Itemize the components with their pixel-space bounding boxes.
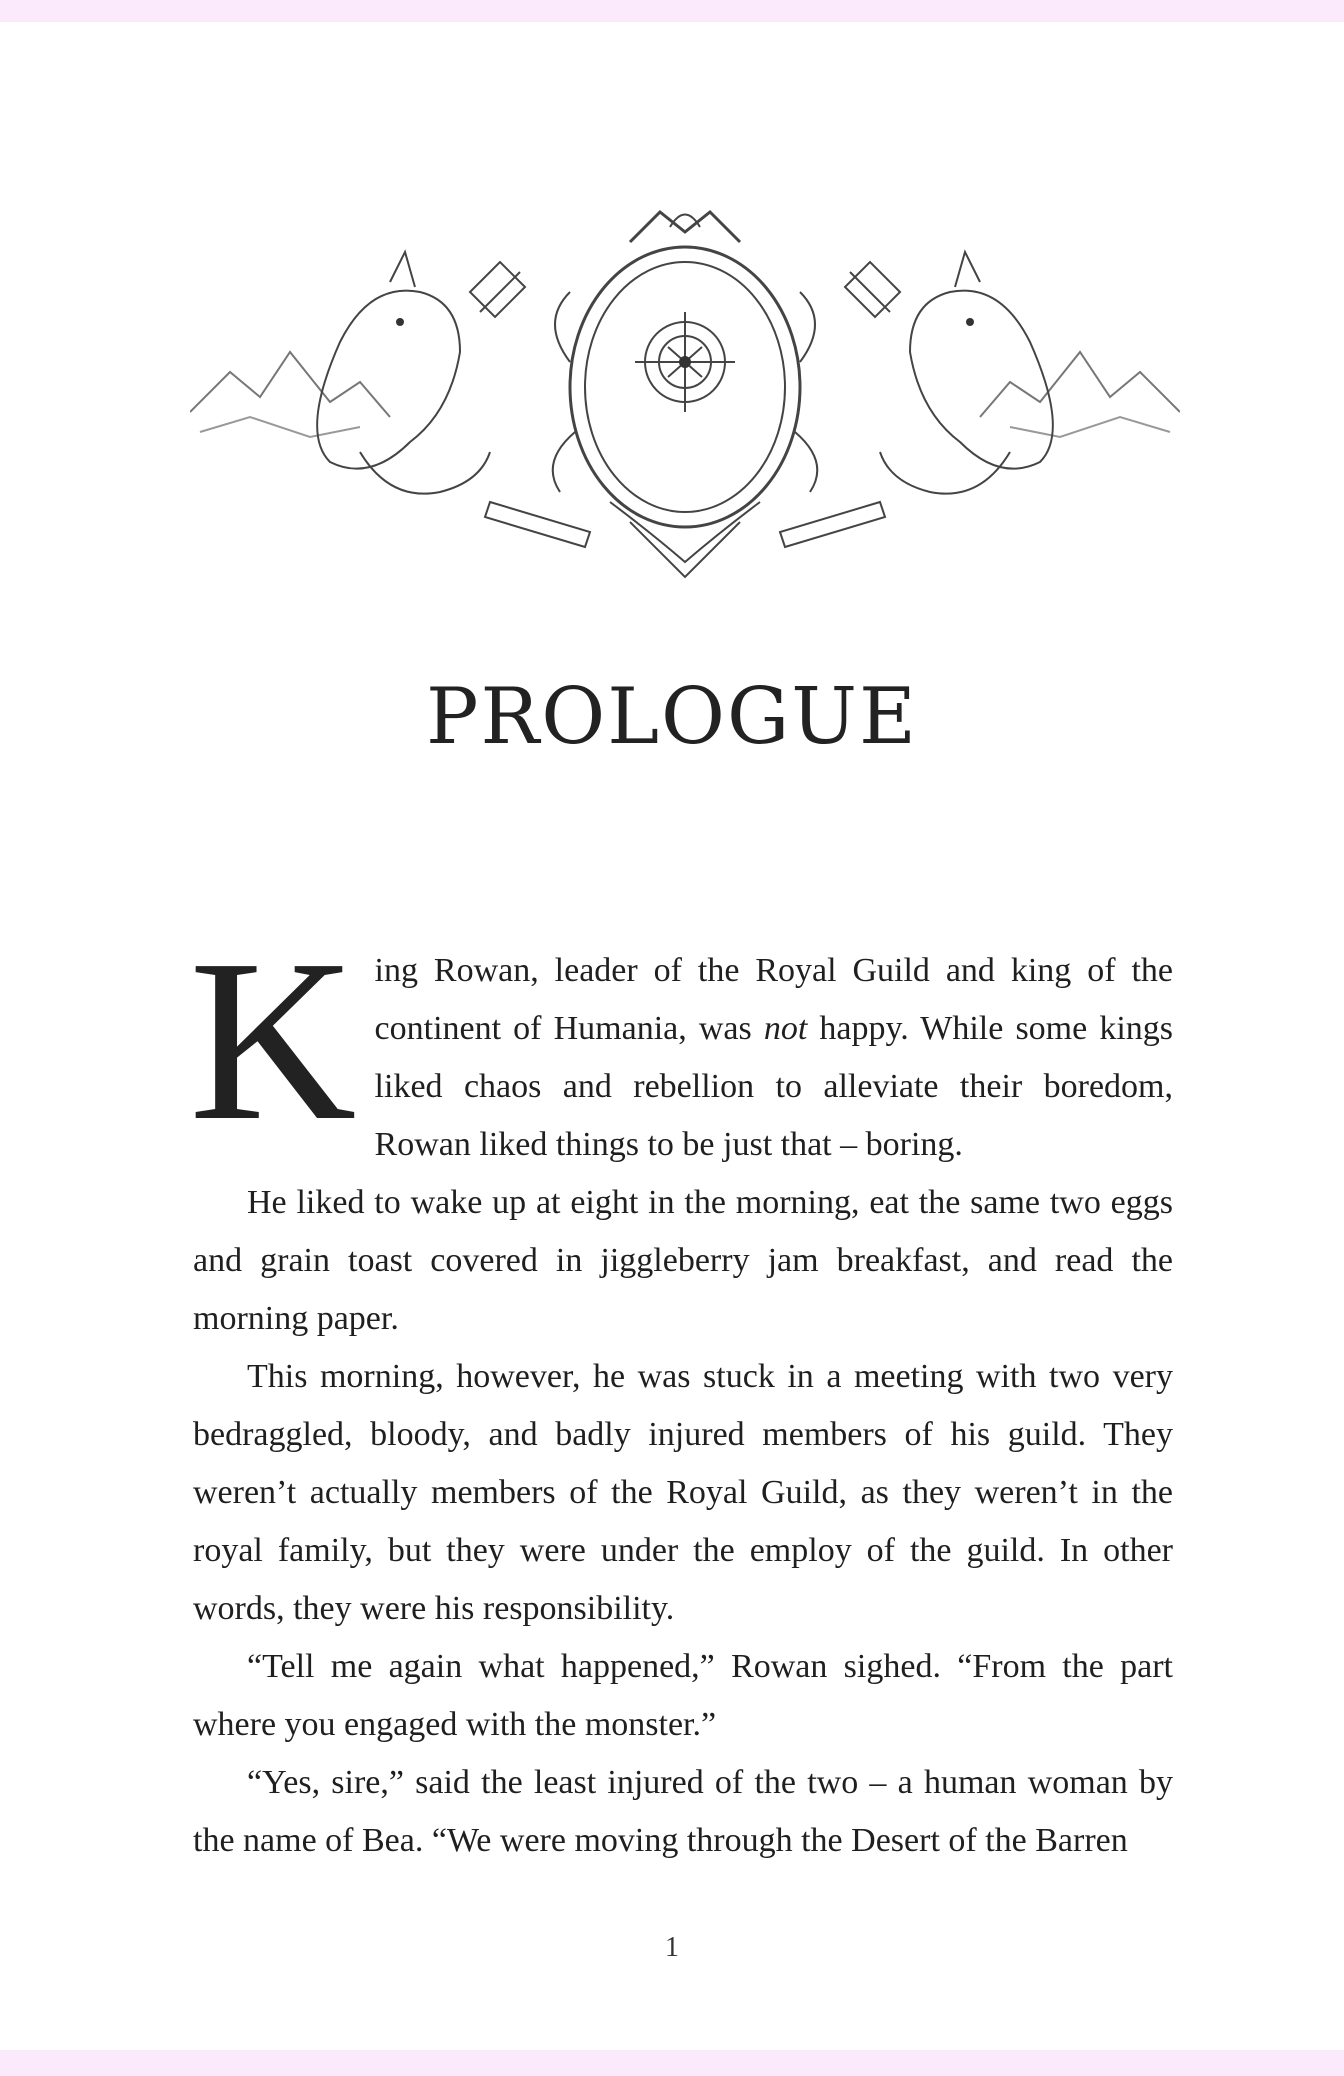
book-page (0, 22, 1344, 2050)
paragraph-5: “Yes, sire,” said the least injured of the two – a human woman by the name of Bea. “We were moving through the Desert of the Barren (193, 1764, 1173, 1859)
emphasis-not: not (763, 1010, 808, 1047)
paragraph-1 (189, 912, 1173, 1174)
paragraph-1-text-b: happy. While some kings liked chaos and rebellion to alleviate their boredom, Rowan liked things to be just that – boring. (374, 1010, 1173, 1163)
chapter-title: PROLOGUE (426, 672, 918, 762)
drop-cap: K (189, 912, 357, 1169)
paragraph-1-text-a: ing Rowan, leader of the Royal Guild and king of the continent of Humania, was (374, 952, 1173, 1047)
paragraph-4: “Tell me again what happened,” Rowan sighed. “From the part where you engaged with the monster.” (193, 1648, 1173, 1743)
paragraph-3: This morning, however, he was stuck in a meeting with two very bedraggled, bloody, and badly injured members of his guild. They weren’t actually members of the Royal Guild, as they weren’t in the royal family, but they were under the employ of the guild. In other words, they were his responsibility. (193, 1358, 1173, 1627)
page-number: 1 (665, 1932, 679, 1963)
paragraph-2: He liked to wake up at eight in the morning, eat the same two eggs and grain toast covered in jiggleberry jam breakfast, and read the morning paper. (193, 1184, 1173, 1337)
chapter-body (189, 912, 1173, 1870)
crest-ornament-icon (190, 202, 1180, 582)
